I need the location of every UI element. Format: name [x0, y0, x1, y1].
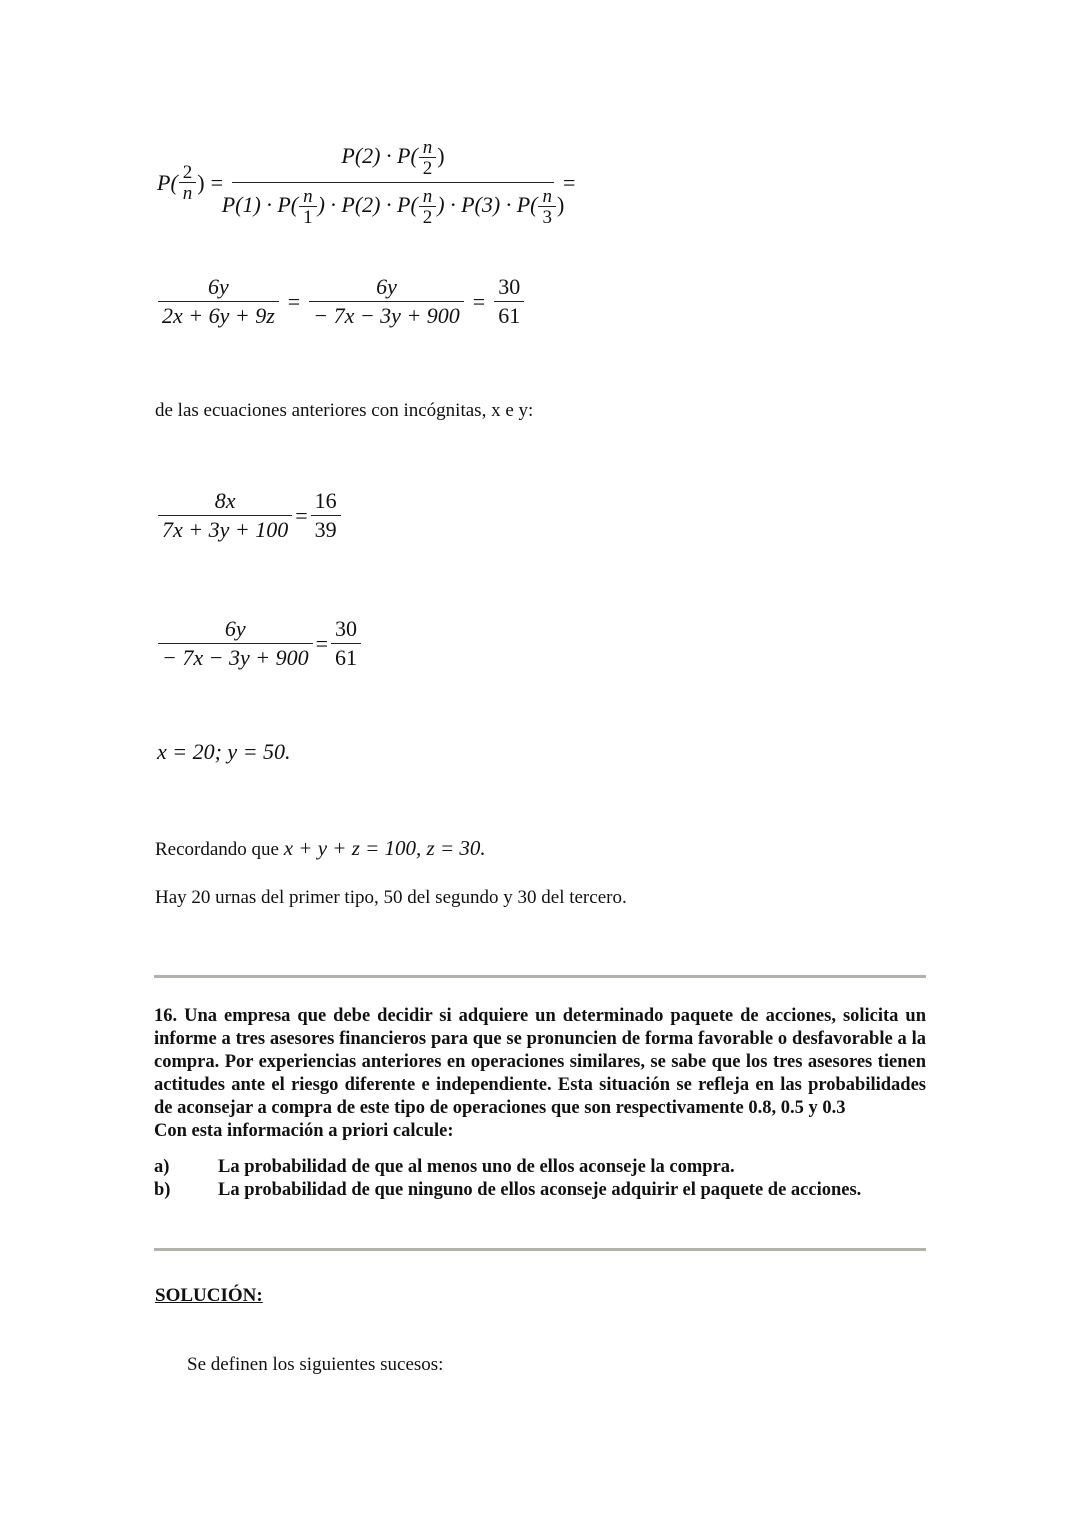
item-text: La probabilidad de que ninguno de ellos aconseje adquirir el paquete de acciones. — [218, 1180, 862, 1200]
solution-xy-text: x = 20; y = 50. — [157, 739, 291, 764]
term: P(2) · P( — [341, 143, 418, 169]
den: 2x + 6y + 9z — [162, 303, 275, 328]
num: n — [419, 187, 437, 207]
intro-text: de las ecuaciones anteriores con incógnitas, x e y: — [155, 400, 534, 421]
den: n — [182, 182, 193, 204]
problem-items — [154, 1156, 926, 1202]
den: − 7x − 3y + 900 — [162, 645, 309, 670]
conclusion-text: Hay 20 urnas del primer tipo, 50 del segundo y 30 del tercero. — [155, 887, 627, 908]
equals: = — [472, 288, 486, 314]
den: 2 — [422, 158, 433, 179]
small-frac — [419, 138, 437, 178]
eq1-main-frac — [221, 137, 565, 228]
solution-text: Se definen los siguientes sucesos: — [187, 1354, 444, 1375]
frac-1 — [158, 616, 313, 671]
equals: = — [563, 169, 576, 195]
paren: ) — [437, 143, 445, 169]
den: − 7x − 3y + 900 — [313, 303, 460, 328]
recall-math: x + y + z = 100, z = 30. — [283, 836, 486, 860]
problem-prompt: Con esta información a priori calcule: — [154, 1121, 454, 1141]
frac-1 — [158, 274, 279, 329]
den: 1 — [303, 207, 313, 228]
recall-line — [155, 836, 486, 861]
recall-text: Recordando que — [155, 839, 284, 860]
den: 61 — [335, 645, 357, 670]
list-item — [154, 1179, 926, 1202]
num: 30 — [494, 274, 524, 302]
equation-ratio-chain — [155, 274, 527, 329]
den: 3 — [542, 207, 552, 228]
problem-statement: 16. Una empresa que debe decidir si adquiere un determinado paquete de acciones, solicita un informe a tres asesores financieros para que se pronuncien de forma favorable o desfavorable a la compra. Por experiencias anteriores en operaciones similares, se sabe que los tres asesores tienen actitudes ante el riesgo diferente e independiente. Esta situación se refleja en las probabilidades de aconsejar a compra de este tipo de operaciones que son respectivamente 0.8, 0.5 y 0.3 — [154, 1006, 926, 1118]
den: 39 — [314, 517, 337, 542]
num: 6y — [158, 274, 279, 302]
equals: = — [295, 502, 308, 528]
divider-bottom — [154, 1248, 926, 1251]
term: P(3) · P( — [461, 192, 538, 218]
item-label: b) — [154, 1180, 171, 1200]
equals: = — [315, 630, 328, 656]
problem-16 — [154, 1005, 926, 1202]
item-label: a) — [154, 1157, 170, 1177]
frac-3 — [494, 274, 524, 329]
small-frac — [538, 187, 556, 227]
den: 61 — [498, 303, 521, 328]
divider-top — [154, 975, 926, 978]
num: 6y — [158, 616, 313, 644]
small-frac — [419, 187, 437, 227]
list-item — [154, 1156, 926, 1179]
eq1-numerator — [232, 138, 554, 183]
small-frac — [299, 187, 317, 227]
num: n — [299, 187, 317, 207]
equation-y — [155, 616, 364, 671]
term: P(1) · P( — [221, 192, 299, 218]
eq1-lhs-p: P( — [157, 169, 178, 195]
num: 6y — [309, 274, 464, 302]
solution-heading: SOLUCIÓN: — [155, 1285, 263, 1306]
equation-x — [155, 488, 344, 543]
equals: = — [210, 169, 224, 195]
term: P(2) · P( — [341, 192, 418, 218]
item-text: La probabilidad de que al menos uno de ellos aconseje la compra. — [218, 1157, 735, 1177]
eq1-denominator — [216, 183, 571, 227]
num: n — [538, 187, 556, 207]
num: n — [419, 138, 437, 158]
term: ) · — [437, 192, 462, 218]
equals: = — [287, 288, 301, 314]
num: 16 — [311, 488, 341, 516]
num: 2 — [179, 163, 197, 183]
equation-bayes — [157, 138, 581, 227]
num: 8x — [158, 488, 292, 516]
frac-2 — [309, 274, 464, 329]
frac-1 — [158, 488, 292, 543]
frac-2 — [331, 616, 361, 671]
solution-xy — [157, 739, 291, 765]
term: ) · — [317, 192, 342, 218]
paren: ) — [556, 192, 565, 218]
paren: ) — [197, 169, 205, 195]
den: 7x + 3y + 100 — [162, 517, 289, 542]
den: 2 — [422, 207, 433, 228]
num: 30 — [331, 616, 361, 644]
frac-2 — [311, 488, 341, 543]
eq1-lhs-frac — [179, 163, 197, 203]
